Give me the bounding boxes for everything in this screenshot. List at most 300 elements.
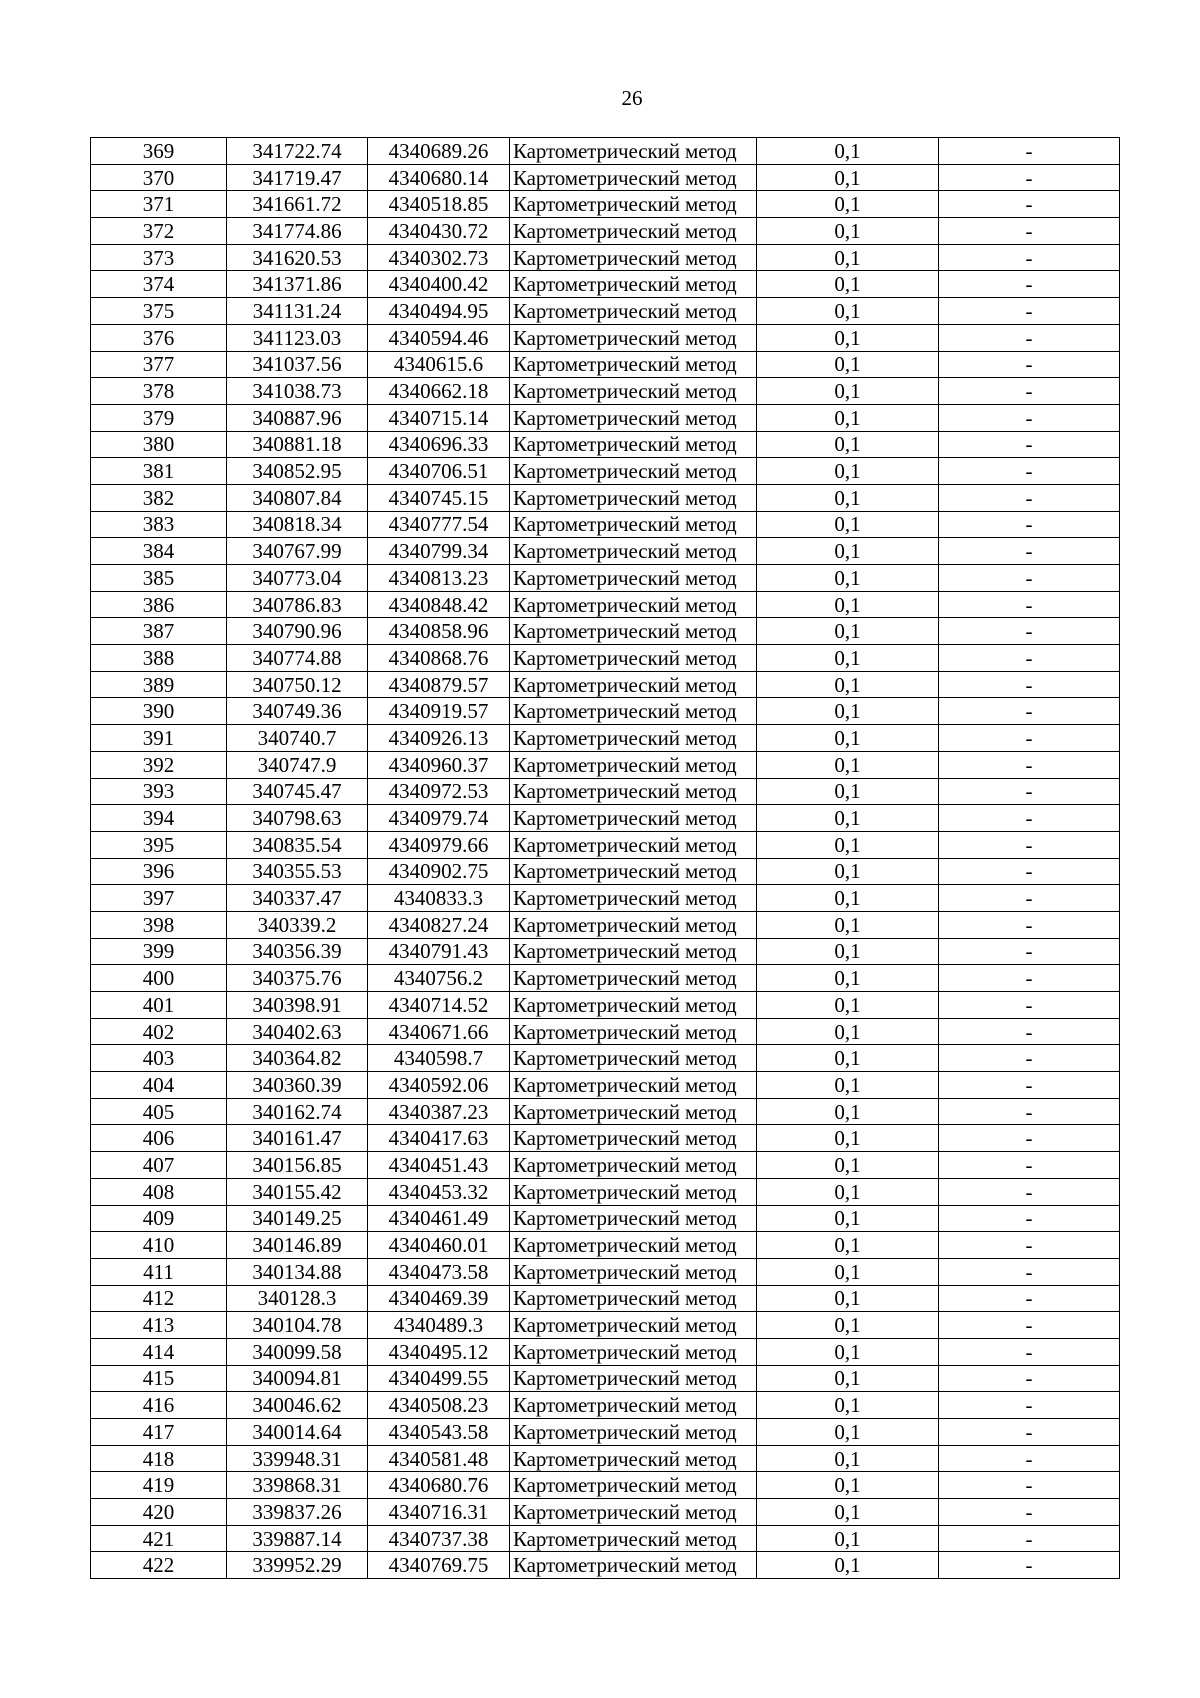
method-cell: Картометрический метод xyxy=(510,484,757,511)
point-number-cell: 397 xyxy=(91,885,227,912)
accuracy-cell: 0,1 xyxy=(757,351,939,378)
point-number-cell: 389 xyxy=(91,671,227,698)
method-cell: Картометрический метод xyxy=(510,1098,757,1125)
x-coordinate-cell: 341123.03 xyxy=(227,324,368,351)
dash-cell: - xyxy=(939,1392,1120,1419)
point-number-cell: 411 xyxy=(91,1258,227,1285)
accuracy-cell: 0,1 xyxy=(757,565,939,592)
x-coordinate-cell: 340375.76 xyxy=(227,965,368,992)
method-cell: Картометрический метод xyxy=(510,965,757,992)
table-row xyxy=(91,138,1120,165)
table-row xyxy=(91,591,1120,618)
y-coordinate-cell: 4340598.7 xyxy=(368,1045,510,1072)
method-cell: Картометрический метод xyxy=(510,1125,757,1152)
accuracy-cell: 0,1 xyxy=(757,138,939,165)
dash-cell: - xyxy=(939,484,1120,511)
accuracy-cell: 0,1 xyxy=(757,1125,939,1152)
accuracy-cell: 0,1 xyxy=(757,1152,939,1179)
method-cell: Картометрический метод xyxy=(510,1285,757,1312)
dash-cell: - xyxy=(939,565,1120,592)
y-coordinate-cell: 4340508.23 xyxy=(368,1392,510,1419)
method-cell: Картометрический метод xyxy=(510,1232,757,1259)
point-number-cell: 392 xyxy=(91,751,227,778)
x-coordinate-cell: 340149.25 xyxy=(227,1205,368,1232)
accuracy-cell: 0,1 xyxy=(757,1018,939,1045)
x-coordinate-cell: 340402.63 xyxy=(227,1018,368,1045)
dash-cell: - xyxy=(939,1258,1120,1285)
accuracy-cell: 0,1 xyxy=(757,1205,939,1232)
point-number-cell: 377 xyxy=(91,351,227,378)
x-coordinate-cell: 340146.89 xyxy=(227,1232,368,1259)
y-coordinate-cell: 4340460.01 xyxy=(368,1232,510,1259)
x-coordinate-cell: 340104.78 xyxy=(227,1312,368,1339)
y-coordinate-cell: 4340714.52 xyxy=(368,992,510,1019)
point-number-cell: 421 xyxy=(91,1525,227,1552)
method-cell: Картометрический метод xyxy=(510,1499,757,1526)
dash-cell: - xyxy=(939,378,1120,405)
method-cell: Картометрический метод xyxy=(510,1365,757,1392)
accuracy-cell: 0,1 xyxy=(757,1312,939,1339)
y-coordinate-cell: 4340680.76 xyxy=(368,1472,510,1499)
dash-cell: - xyxy=(939,458,1120,485)
point-number-cell: 417 xyxy=(91,1419,227,1446)
point-number-cell: 419 xyxy=(91,1472,227,1499)
x-coordinate-cell: 340339.2 xyxy=(227,911,368,938)
dash-cell: - xyxy=(939,1312,1120,1339)
table-row xyxy=(91,484,1120,511)
y-coordinate-cell: 4340791.43 xyxy=(368,938,510,965)
accuracy-cell: 0,1 xyxy=(757,1072,939,1099)
dash-cell: - xyxy=(939,271,1120,298)
dash-cell: - xyxy=(939,191,1120,218)
table-row xyxy=(91,298,1120,325)
method-cell: Картометрический метод xyxy=(510,565,757,592)
method-cell: Картометрический метод xyxy=(510,751,757,778)
table-row xyxy=(91,324,1120,351)
dash-cell: - xyxy=(939,1338,1120,1365)
y-coordinate-cell: 4340592.06 xyxy=(368,1072,510,1099)
method-cell: Картометрический метод xyxy=(510,618,757,645)
point-number-cell: 385 xyxy=(91,565,227,592)
y-coordinate-cell: 4340833.3 xyxy=(368,885,510,912)
point-number-cell: 381 xyxy=(91,458,227,485)
y-coordinate-cell: 4340594.46 xyxy=(368,324,510,351)
dash-cell: - xyxy=(939,1178,1120,1205)
point-number-cell: 398 xyxy=(91,911,227,938)
y-coordinate-cell: 4340926.13 xyxy=(368,725,510,752)
table-row xyxy=(91,858,1120,885)
x-coordinate-cell: 340364.82 xyxy=(227,1045,368,1072)
point-number-cell: 400 xyxy=(91,965,227,992)
method-cell: Картометрический метод xyxy=(510,1178,757,1205)
point-number-cell: 380 xyxy=(91,431,227,458)
table-row xyxy=(91,458,1120,485)
point-number-cell: 373 xyxy=(91,244,227,271)
accuracy-cell: 0,1 xyxy=(757,298,939,325)
table-row xyxy=(91,1472,1120,1499)
x-coordinate-cell: 340161.47 xyxy=(227,1125,368,1152)
table-row xyxy=(91,618,1120,645)
point-number-cell: 383 xyxy=(91,511,227,538)
accuracy-cell: 0,1 xyxy=(757,698,939,725)
dash-cell: - xyxy=(939,138,1120,165)
table-row xyxy=(91,511,1120,538)
dash-cell: - xyxy=(939,591,1120,618)
point-number-cell: 379 xyxy=(91,404,227,431)
point-number-cell: 406 xyxy=(91,1125,227,1152)
accuracy-cell: 0,1 xyxy=(757,938,939,965)
y-coordinate-cell: 4340387.23 xyxy=(368,1098,510,1125)
y-coordinate-cell: 4340919.57 xyxy=(368,698,510,725)
method-cell: Картометрический метод xyxy=(510,938,757,965)
coordinates-table xyxy=(90,137,1120,1579)
y-coordinate-cell: 4340960.37 xyxy=(368,751,510,778)
x-coordinate-cell: 340835.54 xyxy=(227,831,368,858)
x-coordinate-cell: 340807.84 xyxy=(227,484,368,511)
dash-cell: - xyxy=(939,404,1120,431)
dash-cell: - xyxy=(939,751,1120,778)
accuracy-cell: 0,1 xyxy=(757,1178,939,1205)
table-row xyxy=(91,1205,1120,1232)
accuracy-cell: 0,1 xyxy=(757,751,939,778)
dash-cell: - xyxy=(939,351,1120,378)
table-row xyxy=(91,885,1120,912)
x-coordinate-cell: 340750.12 xyxy=(227,671,368,698)
x-coordinate-cell: 340155.42 xyxy=(227,1178,368,1205)
dash-cell: - xyxy=(939,885,1120,912)
method-cell: Картометрический метод xyxy=(510,1472,757,1499)
dash-cell: - xyxy=(939,1552,1120,1579)
accuracy-cell: 0,1 xyxy=(757,218,939,245)
table-row xyxy=(91,538,1120,565)
dash-cell: - xyxy=(939,1205,1120,1232)
x-coordinate-cell: 340134.88 xyxy=(227,1258,368,1285)
dash-cell: - xyxy=(939,324,1120,351)
x-coordinate-cell: 341719.47 xyxy=(227,164,368,191)
x-coordinate-cell: 341661.72 xyxy=(227,191,368,218)
table-row xyxy=(91,1365,1120,1392)
table-row xyxy=(91,725,1120,752)
method-cell: Картометрический метод xyxy=(510,1152,757,1179)
method-cell: Картометрический метод xyxy=(510,1419,757,1446)
y-coordinate-cell: 4340400.42 xyxy=(368,271,510,298)
accuracy-cell: 0,1 xyxy=(757,164,939,191)
dash-cell: - xyxy=(939,164,1120,191)
table-row xyxy=(91,1098,1120,1125)
dash-cell: - xyxy=(939,1445,1120,1472)
table-row xyxy=(91,1419,1120,1446)
dash-cell: - xyxy=(939,1525,1120,1552)
method-cell: Картометрический метод xyxy=(510,1312,757,1339)
y-coordinate-cell: 4340518.85 xyxy=(368,191,510,218)
y-coordinate-cell: 4340827.24 xyxy=(368,911,510,938)
x-coordinate-cell: 340360.39 xyxy=(227,1072,368,1099)
table-row xyxy=(91,671,1120,698)
point-number-cell: 414 xyxy=(91,1338,227,1365)
method-cell: Картометрический метод xyxy=(510,458,757,485)
method-cell: Картометрический метод xyxy=(510,698,757,725)
y-coordinate-cell: 4340495.12 xyxy=(368,1338,510,1365)
method-cell: Картометрический метод xyxy=(510,1445,757,1472)
accuracy-cell: 0,1 xyxy=(757,992,939,1019)
y-coordinate-cell: 4340417.63 xyxy=(368,1125,510,1152)
accuracy-cell: 0,1 xyxy=(757,1232,939,1259)
y-coordinate-cell: 4340662.18 xyxy=(368,378,510,405)
accuracy-cell: 0,1 xyxy=(757,1098,939,1125)
y-coordinate-cell: 4340581.48 xyxy=(368,1445,510,1472)
point-number-cell: 420 xyxy=(91,1499,227,1526)
method-cell: Картометрический метод xyxy=(510,138,757,165)
y-coordinate-cell: 4340879.57 xyxy=(368,671,510,698)
y-coordinate-cell: 4340737.38 xyxy=(368,1525,510,1552)
x-coordinate-cell: 339887.14 xyxy=(227,1525,368,1552)
x-coordinate-cell: 340798.63 xyxy=(227,805,368,832)
point-number-cell: 415 xyxy=(91,1365,227,1392)
point-number-cell: 396 xyxy=(91,858,227,885)
point-number-cell: 374 xyxy=(91,271,227,298)
accuracy-cell: 0,1 xyxy=(757,1445,939,1472)
table-row xyxy=(91,218,1120,245)
x-coordinate-cell: 339868.31 xyxy=(227,1472,368,1499)
method-cell: Картометрический метод xyxy=(510,831,757,858)
table-row xyxy=(91,1445,1120,1472)
y-coordinate-cell: 4340494.95 xyxy=(368,298,510,325)
y-coordinate-cell: 4340302.73 xyxy=(368,244,510,271)
point-number-cell: 388 xyxy=(91,645,227,672)
dash-cell: - xyxy=(939,1499,1120,1526)
point-number-cell: 410 xyxy=(91,1232,227,1259)
table-row xyxy=(91,911,1120,938)
accuracy-cell: 0,1 xyxy=(757,324,939,351)
table-row xyxy=(91,1312,1120,1339)
method-cell: Картометрический метод xyxy=(510,431,757,458)
dash-cell: - xyxy=(939,1472,1120,1499)
accuracy-cell: 0,1 xyxy=(757,1258,939,1285)
dash-cell: - xyxy=(939,218,1120,245)
y-coordinate-cell: 4340473.58 xyxy=(368,1258,510,1285)
accuracy-cell: 0,1 xyxy=(757,378,939,405)
x-coordinate-cell: 340747.9 xyxy=(227,751,368,778)
table-row xyxy=(91,404,1120,431)
method-cell: Картометрический метод xyxy=(510,778,757,805)
method-cell: Картометрический метод xyxy=(510,1072,757,1099)
x-coordinate-cell: 340099.58 xyxy=(227,1338,368,1365)
accuracy-cell: 0,1 xyxy=(757,244,939,271)
dash-cell: - xyxy=(939,965,1120,992)
accuracy-cell: 0,1 xyxy=(757,1365,939,1392)
x-coordinate-cell: 341131.24 xyxy=(227,298,368,325)
table-row xyxy=(91,431,1120,458)
point-number-cell: 418 xyxy=(91,1445,227,1472)
method-cell: Картометрический метод xyxy=(510,992,757,1019)
point-number-cell: 403 xyxy=(91,1045,227,1072)
dash-cell: - xyxy=(939,698,1120,725)
accuracy-cell: 0,1 xyxy=(757,591,939,618)
x-coordinate-cell: 340887.96 xyxy=(227,404,368,431)
dash-cell: - xyxy=(939,538,1120,565)
y-coordinate-cell: 4340543.58 xyxy=(368,1419,510,1446)
x-coordinate-cell: 340156.85 xyxy=(227,1152,368,1179)
x-coordinate-cell: 340749.36 xyxy=(227,698,368,725)
table-row xyxy=(91,1125,1120,1152)
table-row xyxy=(91,271,1120,298)
x-coordinate-cell: 340162.74 xyxy=(227,1098,368,1125)
point-number-cell: 409 xyxy=(91,1205,227,1232)
x-coordinate-cell: 341620.53 xyxy=(227,244,368,271)
method-cell: Картометрический метод xyxy=(510,511,757,538)
point-number-cell: 412 xyxy=(91,1285,227,1312)
y-coordinate-cell: 4340499.55 xyxy=(368,1365,510,1392)
dash-cell: - xyxy=(939,778,1120,805)
accuracy-cell: 0,1 xyxy=(757,911,939,938)
dash-cell: - xyxy=(939,1152,1120,1179)
dash-cell: - xyxy=(939,645,1120,672)
dash-cell: - xyxy=(939,618,1120,645)
point-number-cell: 376 xyxy=(91,324,227,351)
table-row xyxy=(91,164,1120,191)
table-row xyxy=(91,1232,1120,1259)
dash-cell: - xyxy=(939,725,1120,752)
method-cell: Картометрический метод xyxy=(510,858,757,885)
method-cell: Картометрический метод xyxy=(510,298,757,325)
accuracy-cell: 0,1 xyxy=(757,645,939,672)
y-coordinate-cell: 4340848.42 xyxy=(368,591,510,618)
table-row xyxy=(91,1072,1120,1099)
method-cell: Картометрический метод xyxy=(510,164,757,191)
point-number-cell: 416 xyxy=(91,1392,227,1419)
x-coordinate-cell: 340398.91 xyxy=(227,992,368,1019)
table-row xyxy=(91,645,1120,672)
x-coordinate-cell: 340818.34 xyxy=(227,511,368,538)
method-cell: Картометрический метод xyxy=(510,404,757,431)
y-coordinate-cell: 4340615.6 xyxy=(368,351,510,378)
method-cell: Картометрический метод xyxy=(510,911,757,938)
table-row xyxy=(91,805,1120,832)
x-coordinate-cell: 340774.88 xyxy=(227,645,368,672)
x-coordinate-cell: 340745.47 xyxy=(227,778,368,805)
y-coordinate-cell: 4340716.31 xyxy=(368,1499,510,1526)
y-coordinate-cell: 4340453.32 xyxy=(368,1178,510,1205)
point-number-cell: 393 xyxy=(91,778,227,805)
page-number: 26 xyxy=(621,86,643,110)
point-number-cell: 372 xyxy=(91,218,227,245)
point-number-cell: 369 xyxy=(91,138,227,165)
dash-cell: - xyxy=(939,805,1120,832)
method-cell: Картометрический метод xyxy=(510,1258,757,1285)
method-cell: Картометрический метод xyxy=(510,1018,757,1045)
point-number-cell: 401 xyxy=(91,992,227,1019)
y-coordinate-cell: 4340777.54 xyxy=(368,511,510,538)
point-number-cell: 399 xyxy=(91,938,227,965)
point-number-cell: 394 xyxy=(91,805,227,832)
table-row xyxy=(91,1525,1120,1552)
point-number-cell: 382 xyxy=(91,484,227,511)
table-row xyxy=(91,1152,1120,1179)
table-row xyxy=(91,1285,1120,1312)
method-cell: Картометрический метод xyxy=(510,244,757,271)
point-number-cell: 404 xyxy=(91,1072,227,1099)
dash-cell: - xyxy=(939,298,1120,325)
dash-cell: - xyxy=(939,1125,1120,1152)
y-coordinate-cell: 4340858.96 xyxy=(368,618,510,645)
table-row xyxy=(91,938,1120,965)
accuracy-cell: 0,1 xyxy=(757,431,939,458)
point-number-cell: 395 xyxy=(91,831,227,858)
y-coordinate-cell: 4340671.66 xyxy=(368,1018,510,1045)
accuracy-cell: 0,1 xyxy=(757,1045,939,1072)
method-cell: Картометрический метод xyxy=(510,351,757,378)
accuracy-cell: 0,1 xyxy=(757,805,939,832)
method-cell: Картометрический метод xyxy=(510,378,757,405)
method-cell: Картометрический метод xyxy=(510,218,757,245)
x-coordinate-cell: 340094.81 xyxy=(227,1365,368,1392)
table-row xyxy=(91,992,1120,1019)
x-coordinate-cell: 339837.26 xyxy=(227,1499,368,1526)
method-cell: Картометрический метод xyxy=(510,1552,757,1579)
method-cell: Картометрический метод xyxy=(510,324,757,351)
method-cell: Картометрический метод xyxy=(510,805,757,832)
accuracy-cell: 0,1 xyxy=(757,484,939,511)
dash-cell: - xyxy=(939,1285,1120,1312)
accuracy-cell: 0,1 xyxy=(757,1419,939,1446)
table-row xyxy=(91,1258,1120,1285)
point-number-cell: 407 xyxy=(91,1152,227,1179)
accuracy-cell: 0,1 xyxy=(757,671,939,698)
x-coordinate-cell: 341038.73 xyxy=(227,378,368,405)
y-coordinate-cell: 4340799.34 xyxy=(368,538,510,565)
y-coordinate-cell: 4340469.39 xyxy=(368,1285,510,1312)
dash-cell: - xyxy=(939,1045,1120,1072)
dash-cell: - xyxy=(939,1419,1120,1446)
y-coordinate-cell: 4340430.72 xyxy=(368,218,510,245)
y-coordinate-cell: 4340769.75 xyxy=(368,1552,510,1579)
table-row xyxy=(91,778,1120,805)
x-coordinate-cell: 341722.74 xyxy=(227,138,368,165)
accuracy-cell: 0,1 xyxy=(757,1525,939,1552)
point-number-cell: 405 xyxy=(91,1098,227,1125)
method-cell: Картометрический метод xyxy=(510,1338,757,1365)
table-row xyxy=(91,1018,1120,1045)
dash-cell: - xyxy=(939,244,1120,271)
point-number-cell: 375 xyxy=(91,298,227,325)
x-coordinate-cell: 340767.99 xyxy=(227,538,368,565)
y-coordinate-cell: 4340461.49 xyxy=(368,1205,510,1232)
accuracy-cell: 0,1 xyxy=(757,831,939,858)
y-coordinate-cell: 4340680.14 xyxy=(368,164,510,191)
y-coordinate-cell: 4340979.66 xyxy=(368,831,510,858)
method-cell: Картометрический метод xyxy=(510,271,757,298)
x-coordinate-cell: 340046.62 xyxy=(227,1392,368,1419)
x-coordinate-cell: 340786.83 xyxy=(227,591,368,618)
x-coordinate-cell: 340790.96 xyxy=(227,618,368,645)
accuracy-cell: 0,1 xyxy=(757,1392,939,1419)
y-coordinate-cell: 4340706.51 xyxy=(368,458,510,485)
method-cell: Картометрический метод xyxy=(510,591,757,618)
method-cell: Картометрический метод xyxy=(510,671,757,698)
dash-cell: - xyxy=(939,992,1120,1019)
table-row xyxy=(91,244,1120,271)
accuracy-cell: 0,1 xyxy=(757,965,939,992)
table-row xyxy=(91,1499,1120,1526)
y-coordinate-cell: 4340745.15 xyxy=(368,484,510,511)
x-coordinate-cell: 340740.7 xyxy=(227,725,368,752)
table-row xyxy=(91,565,1120,592)
accuracy-cell: 0,1 xyxy=(757,458,939,485)
x-coordinate-cell: 340355.53 xyxy=(227,858,368,885)
y-coordinate-cell: 4340756.2 xyxy=(368,965,510,992)
accuracy-cell: 0,1 xyxy=(757,725,939,752)
accuracy-cell: 0,1 xyxy=(757,1552,939,1579)
